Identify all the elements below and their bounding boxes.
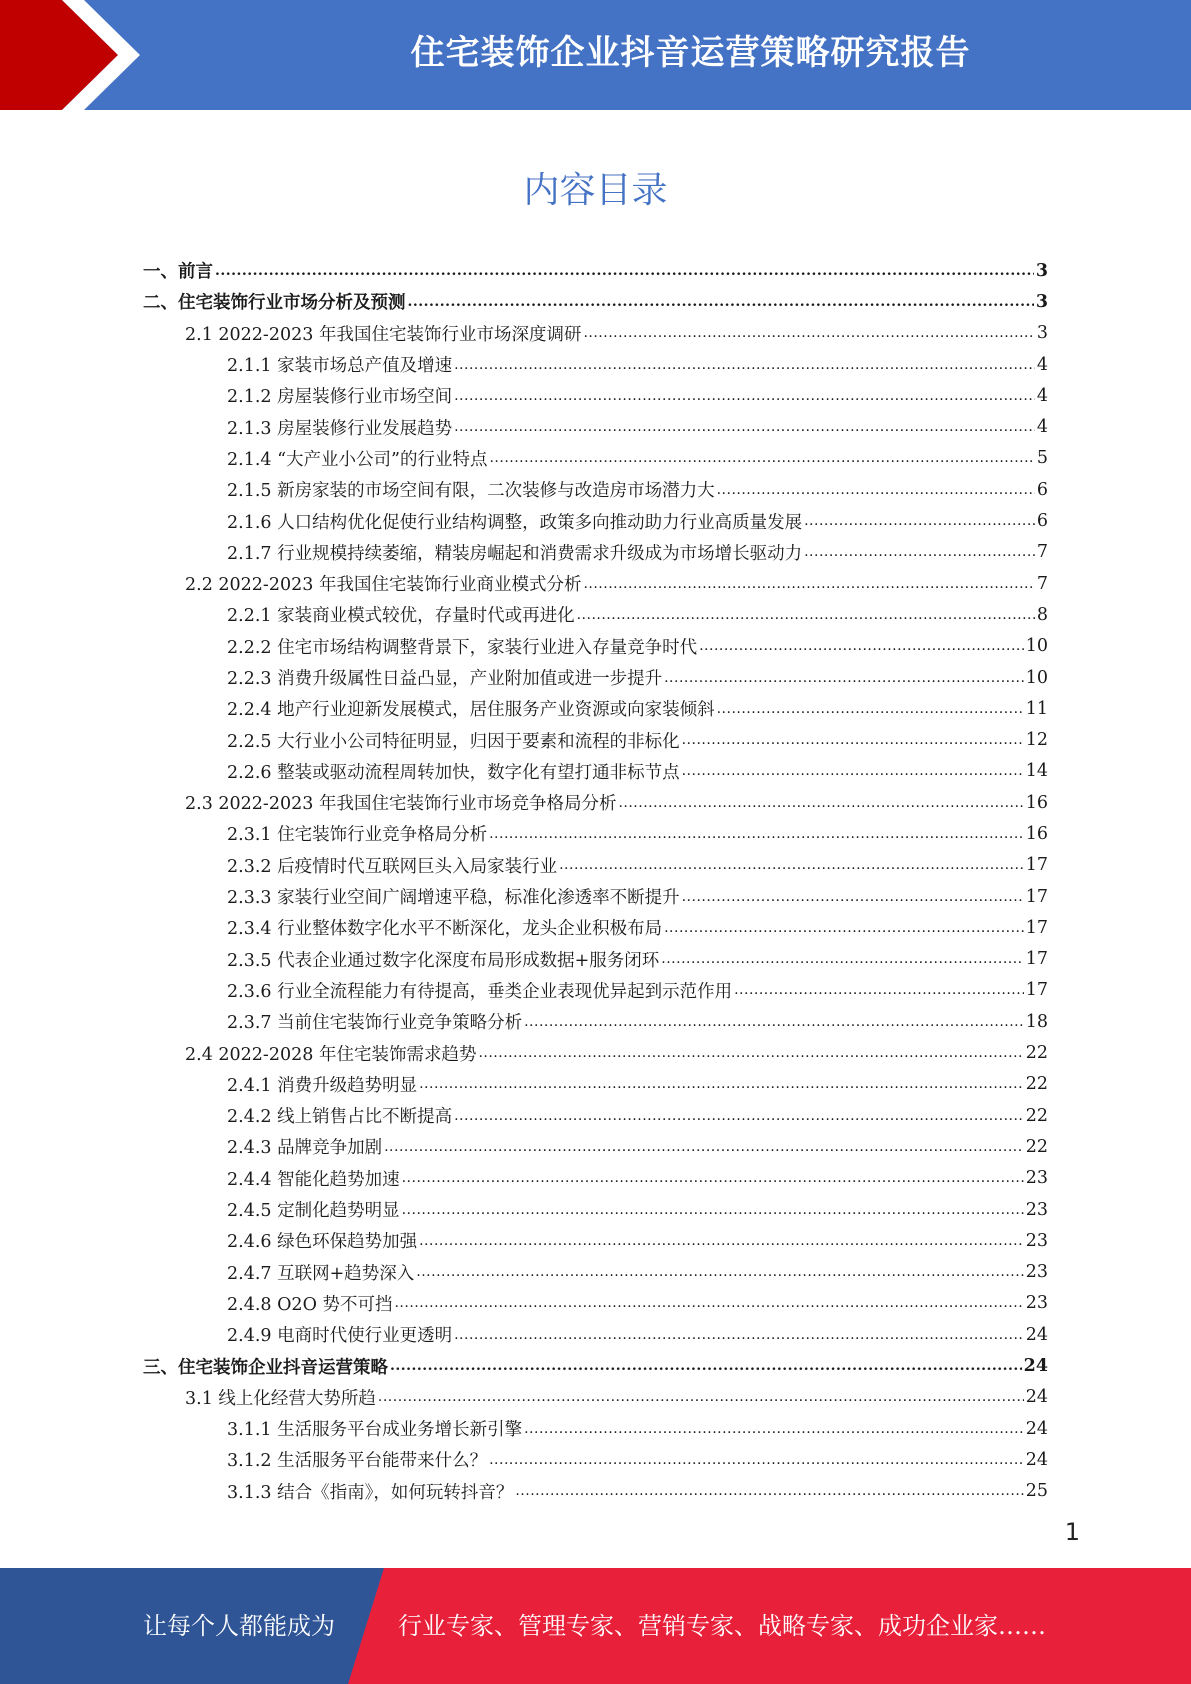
toc-entry[interactable] [143, 599, 1048, 630]
toc-entry-page: 11 [1025, 698, 1048, 719]
toc-dot-leader [717, 482, 1035, 498]
toc-entry[interactable] [143, 1476, 1048, 1507]
toc-entry[interactable] [143, 818, 1048, 849]
toc-entry[interactable] [143, 1037, 1048, 1068]
toc-entry-page: 8 [1036, 604, 1048, 625]
toc-entry-label: 2.4.8 O2O 势不可挡 [227, 1294, 393, 1315]
toc-entry[interactable] [143, 1006, 1048, 1037]
toc-entry[interactable] [143, 1131, 1048, 1162]
toc-entry[interactable] [143, 443, 1048, 474]
toc-entry-page: 23 [1025, 1168, 1048, 1189]
toc-entry[interactable] [143, 1194, 1048, 1225]
toc-entry-label: 2.2.6 整装或驱动流程周转加快，数字化有望打通非标节点 [227, 762, 680, 783]
toc-entry[interactable] [143, 1413, 1048, 1444]
toc-dot-leader [419, 1076, 1024, 1092]
toc-entry-page: 23 [1025, 1230, 1048, 1251]
toc-entry-label: 2.2.5 大行业小公司特征明显，归因于要素和流程的非标化 [227, 731, 680, 752]
toc-entry-label: 2.3.2 后疫情时代互联网巨头入局家装行业 [227, 856, 558, 877]
toc-entry-label: 2.2.1 家装商业模式较优，存量时代或再进化 [227, 606, 575, 627]
toc-dot-leader [454, 1108, 1024, 1124]
toc-dot-leader [699, 638, 1024, 654]
toc-entry[interactable] [143, 1163, 1048, 1194]
toc-dot-leader [524, 1014, 1024, 1030]
toc-entry-label: 2.4.4 智能化趋势加速 [227, 1169, 400, 1190]
toc-entry-label: 2.4.5 定制化趋势明显 [227, 1201, 400, 1222]
toc-entry[interactable] [143, 318, 1048, 349]
toc-entry-page: 3 [1035, 260, 1048, 281]
toc-entry-label: 3.1 线上化经营大势所趋 [185, 1388, 376, 1409]
toc-entry[interactable] [143, 1288, 1048, 1319]
toc-entry-label: 2.2.4 地产行业迎新发展模式，居住服务产业资源或向家装倾斜 [227, 700, 715, 721]
toc-entry-page: 24 [1023, 1356, 1048, 1377]
report-title: 住宅装饰企业抖音运营策略研究报告 [410, 33, 971, 73]
toc-entry-label: 一、前言 [143, 262, 213, 283]
toc-entry-page: 17 [1025, 886, 1048, 907]
toc-entry-page: 6 [1036, 511, 1048, 532]
toc-entry-page: 16 [1025, 792, 1048, 813]
toc-entry[interactable] [143, 850, 1048, 881]
toc-entry-page: 6 [1036, 479, 1048, 500]
toc-entry-label: 2.1.2 房屋装修行业市场空间 [227, 387, 453, 408]
toc-dot-leader [384, 1139, 1024, 1155]
toc-entry-page: 22 [1025, 1136, 1048, 1157]
toc-dot-leader [416, 1264, 1023, 1280]
toc-entry[interactable] [143, 1225, 1048, 1256]
toc-dot-leader [215, 263, 1034, 279]
toc-entry-page: 7 [1036, 573, 1048, 594]
toc-dot-leader [454, 388, 1035, 404]
toc-dot-leader [478, 1045, 1023, 1061]
toc-entry-label: 2.1.6 人口结构优化促使行业结构调整，政策多向推动助力行业高质量发展 [227, 512, 803, 533]
toc-entry[interactable] [143, 881, 1048, 912]
toc-entry-page: 24 [1025, 1387, 1048, 1408]
toc-entry[interactable] [143, 975, 1048, 1006]
toc-entry[interactable] [143, 693, 1048, 724]
toc-dot-leader [524, 1421, 1024, 1437]
toc-dot-leader [804, 513, 1035, 529]
toc-entry-page: 3 [1036, 323, 1048, 344]
toc-entry-label: 2.1 2022-2023 年我国住宅装饰行业市场深度调研 [185, 324, 582, 345]
toc-entry[interactable] [143, 505, 1048, 536]
toc-entry-page: 24 [1025, 1449, 1048, 1470]
toc-entry-label: 3.1.3 结合《指南》，如何玩转抖音？ [227, 1482, 514, 1503]
toc-entry[interactable] [143, 662, 1048, 693]
toc-entry-page: 17 [1025, 917, 1048, 938]
page-number: 1 [1064, 1518, 1080, 1546]
toc-entry-page: 5 [1036, 448, 1048, 469]
toc-entry-label: 2.3.3 家装行业空间广阔增速平稳，标准化渗透率不断提升 [227, 888, 680, 909]
page-header [0, 0, 1191, 110]
toc-dot-leader [804, 544, 1035, 560]
toc-entry[interactable] [143, 349, 1048, 380]
toc-entry-page: 4 [1036, 385, 1048, 406]
toc-entry-page: 10 [1025, 636, 1048, 657]
toc-entry-page: 17 [1025, 980, 1048, 1001]
toc-entry-label: 二、住宅装饰行业市场分析及预测 [143, 293, 406, 314]
toc-entry-label: 2.2.3 消费升级属性日益凸显，产业附加值或进一步提升 [227, 669, 663, 689]
toc-entry-page: 24 [1025, 1324, 1048, 1345]
toc-entry-label: 3.1.1 生活服务平台成业务增长新引擎 [227, 1420, 523, 1441]
toc-entry-page: 24 [1025, 1418, 1048, 1439]
toc-entry-label: 2.4.6 绿色环保趋势加强 [227, 1232, 418, 1253]
toc-entry-page: 12 [1025, 730, 1048, 751]
toc-dot-leader [682, 889, 1024, 905]
toc-entry-page: 17 [1025, 855, 1048, 876]
toc-entry[interactable] [143, 255, 1048, 286]
toc-entry-label: 2.1.4 “大产业小公司”的行业特点 [227, 449, 488, 470]
toc-dot-leader [454, 357, 1035, 373]
toc-entry-label: 2.1.3 房屋装修行业发展趋势 [227, 418, 453, 439]
toc-dot-leader [577, 607, 1035, 623]
page-footer [0, 1568, 1191, 1684]
toc-entry-label: 2.3.6 行业全流程能力有待提高，垂类企业表现优异起到示范作用 [227, 981, 733, 1002]
toc-entry-page: 22 [1025, 1074, 1048, 1095]
toc-dot-leader [419, 1233, 1024, 1249]
toc-entry-label: 2.4.7 互联网+趋势深入 [227, 1263, 415, 1284]
toc-entry-page: 23 [1025, 1199, 1048, 1220]
toc-entry-label: 2.1.5 新房家装的市场空间有限，二次装修与改造房市场潜力大 [227, 481, 715, 502]
toc-entry-page: 7 [1036, 542, 1048, 563]
footer-slogan-left: 让每个人都能成为 [143, 1612, 335, 1640]
toc-dot-leader [402, 1170, 1024, 1186]
toc-entry[interactable] [143, 1100, 1048, 1131]
toc-dot-leader [583, 325, 1034, 341]
toc-entry-label: 2.2 2022-2023 年我国住宅装饰行业商业模式分析 [185, 575, 582, 596]
toc-dot-leader [390, 1358, 1022, 1374]
toc-entry-page: 4 [1036, 417, 1048, 438]
toc-entry-label: 2.3.5 代表企业通过数字化深度布局形成数据+服务闭环 [227, 950, 660, 971]
toc-entry[interactable] [143, 756, 1048, 787]
toc-dot-leader [402, 1202, 1024, 1218]
toc-dot-leader [559, 857, 1024, 873]
toc-entry-label: 2.4 2022-2028 年住宅装饰需求趋势 [185, 1044, 477, 1065]
toc-entry[interactable] [143, 1069, 1048, 1100]
toc-entry-label: 3.1.2 生活服务平台能带来什么？ [227, 1451, 488, 1472]
toc-entry[interactable] [143, 286, 1048, 317]
toc-dot-leader [661, 951, 1023, 967]
red-chevron-icon [0, 0, 160, 110]
toc-entry[interactable] [143, 724, 1048, 755]
toc-dot-leader [682, 763, 1024, 779]
toc-entry-page: 22 [1025, 1043, 1048, 1064]
toc-entry-page: 4 [1036, 354, 1048, 375]
toc-dot-leader [489, 450, 1034, 466]
toc-entry-label: 2.4.9 电商时代使行业更透明 [227, 1326, 453, 1347]
toc-entry-label: 2.3.1 住宅装饰行业竞争格局分析 [227, 825, 488, 846]
toc-heading: 内容目录 [523, 170, 668, 211]
toc-dot-leader [618, 795, 1023, 811]
toc-dot-leader [717, 701, 1024, 717]
toc-dot-leader [664, 920, 1024, 936]
toc-entry[interactable] [143, 787, 1048, 818]
toc-dot-leader [682, 732, 1024, 748]
toc-entry-page: 18 [1025, 1011, 1048, 1032]
toc-dot-leader [734, 982, 1024, 998]
toc-entry[interactable] [143, 1444, 1048, 1475]
toc-entry[interactable] [143, 1350, 1048, 1381]
toc-entry-label: 2.3.4 行业整体数字化水平不断深化，龙头企业积极布局 [227, 919, 663, 940]
toc-entry-label: 2.4.2 线上销售占比不断提高 [227, 1107, 453, 1128]
toc-entry[interactable] [143, 411, 1048, 442]
toc-entry-page: 10 [1025, 667, 1048, 688]
toc-dot-leader [489, 826, 1024, 842]
toc-entry-page: 23 [1025, 1262, 1048, 1283]
toc-dot-leader [394, 1295, 1023, 1311]
toc-dot-leader [515, 1483, 1023, 1499]
toc-entry[interactable] [143, 1257, 1048, 1288]
toc-dot-leader [378, 1389, 1024, 1405]
toc-entry-label: 2.2.2 住宅市场结构调整背景下，家装行业进入存量竞争时代 [227, 637, 698, 658]
toc-entry[interactable] [143, 944, 1048, 975]
toc-entry[interactable] [143, 537, 1048, 568]
toc-entry-label: 2.1.7 行业规模持续萎缩，精装房崛起和消费需求升级成为市场增长驱动力 [227, 543, 803, 564]
toc-entry-page: 16 [1025, 823, 1048, 844]
toc-entry[interactable] [143, 380, 1048, 411]
toc-entry-label: 2.3.7 当前住宅装饰行业竞争策略分析 [227, 1013, 523, 1034]
toc-dot-leader [408, 294, 1034, 310]
toc-entry[interactable] [143, 568, 1048, 599]
toc-dot-leader [489, 1452, 1024, 1468]
toc-entry-label: 2.4.3 品牌竞争加剧 [227, 1138, 383, 1159]
toc-entry-page: 25 [1025, 1481, 1048, 1502]
toc-entry[interactable] [143, 912, 1048, 943]
toc-entry-label: 2.1.1 家装市场总产值及增速 [227, 356, 453, 377]
toc-entry[interactable] [143, 1319, 1048, 1350]
toc-entry-page: 14 [1025, 761, 1048, 782]
toc-entry[interactable] [143, 474, 1048, 505]
toc-entry[interactable] [143, 631, 1048, 662]
toc-dot-leader [454, 419, 1035, 435]
toc-dot-leader [664, 670, 1024, 686]
footer-slogan-right: 行业专家、管理专家、营销专家、战略专家、成功企业家…… [398, 1612, 1046, 1640]
toc-entry-label: 三、住宅装饰企业抖音运营策略 [143, 1357, 388, 1378]
toc-dot-leader [454, 1327, 1024, 1343]
toc-dot-leader [583, 576, 1034, 592]
toc-entry-page: 22 [1025, 1105, 1048, 1126]
toc-entry-label: 2.3 2022-2023 年我国住宅装饰行业市场竞争格局分析 [185, 794, 617, 815]
toc-entry-label: 2.4.1 消费升级趋势明显 [227, 1075, 418, 1096]
toc-entry-page: 17 [1025, 949, 1048, 970]
toc-entry-page: 23 [1025, 1293, 1048, 1314]
table-of-contents [143, 255, 1048, 1507]
toc-entry-page: 3 [1035, 291, 1048, 312]
toc-entry[interactable] [143, 1382, 1048, 1413]
